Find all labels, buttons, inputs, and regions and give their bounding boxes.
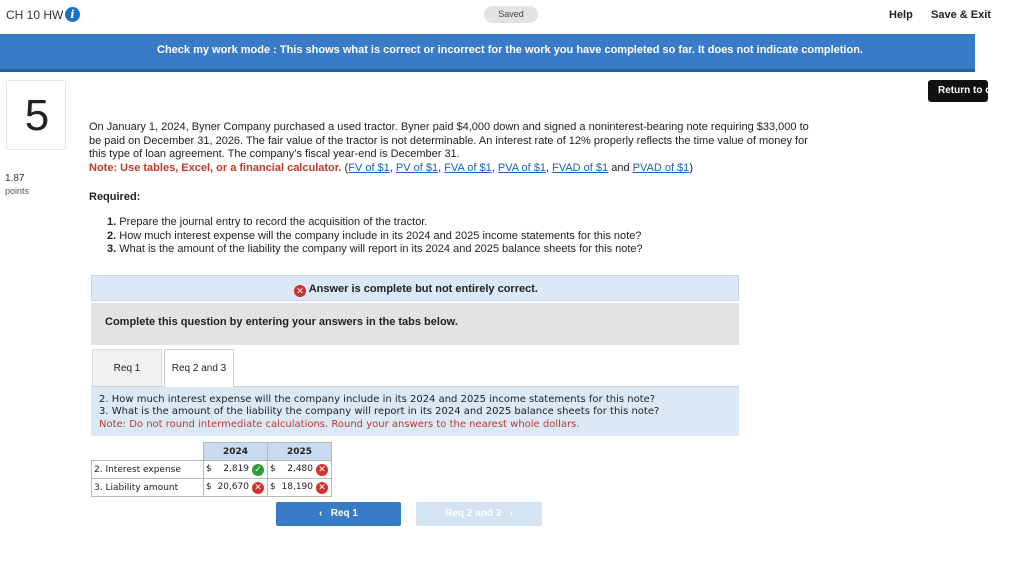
answer-cell[interactable]: $ 18,190 ✕ xyxy=(268,479,332,497)
top-bar xyxy=(0,0,991,34)
answer-status-text: Answer is complete but not entirely correct. xyxy=(308,283,538,295)
instructions-box xyxy=(91,387,739,436)
question-number: 5 xyxy=(24,91,50,140)
banner-text: Check my work mode : This shows what is correct or incorrect for the work you have completed so far. It does not indicate completion. xyxy=(157,44,863,56)
link-pv[interactable]: PV of $1 xyxy=(395,161,439,174)
column-header: 2025 xyxy=(268,443,332,461)
instruction-line: 3. What is the amount of the liability the company will report in its 2024 and 2025 balance sheets for this note? xyxy=(99,406,660,418)
help-button[interactable]: Help xyxy=(889,9,913,21)
next-req-label: Req 2 and 3 xyxy=(445,508,502,519)
requirement-item: 3. What is the amount of the liability the company will report in its 2024 and 2025 balance sheets for this note? xyxy=(107,243,643,256)
incorrect-x-icon: ✕ xyxy=(252,482,264,494)
row-label: 3. Liability amount xyxy=(92,479,204,497)
requirement-item: 1. Prepare the journal entry to record the acquisition of the tractor. xyxy=(107,216,428,228)
answer-cell[interactable]: $ 2,480 ✕ xyxy=(268,461,332,479)
correct-check-icon: ✓ xyxy=(252,464,264,476)
incorrect-x-icon: ✕ xyxy=(316,464,328,476)
save-exit-button[interactable]: Save & Exit xyxy=(931,9,991,21)
return-button[interactable]: Return to question xyxy=(928,80,988,102)
required-heading: Required: xyxy=(89,191,141,203)
table-header-row xyxy=(92,443,332,461)
note-tables: Note: Use tables, Excel, or a financial calculator. xyxy=(89,161,342,174)
answer-value[interactable]: 2,480 xyxy=(287,464,313,474)
tab-req-1[interactable]: Req 1 xyxy=(92,349,162,386)
incorrect-x-icon: ✕ xyxy=(294,285,306,297)
complete-prompt-box xyxy=(91,303,739,345)
requirement-item: 2. How much interest expense will the company include in its 2024 and 2025 income statements for this note? xyxy=(107,229,642,242)
answer-status-box xyxy=(91,275,739,301)
chevron-left-icon: ‹ xyxy=(319,508,323,519)
answer-cell[interactable]: $ 2,819 ✓ xyxy=(204,461,268,479)
prev-req-button[interactable] xyxy=(276,502,401,526)
complete-prompt-text: Complete this question by entering your answers in the tabs below. xyxy=(105,316,458,328)
prev-req-label: Req 1 xyxy=(330,508,358,519)
question-number-card xyxy=(6,80,66,150)
answer-cell[interactable]: $ 20,670 ✕ xyxy=(204,479,268,497)
tab-req-2-and-3[interactable]: Req 2 and 3 xyxy=(164,349,234,387)
link-fvad[interactable]: FVAD of $1 xyxy=(552,161,609,174)
assignment-title: CH 10 HW xyxy=(6,8,64,22)
problem-body: On January 1, 2024, Byner Company purchased a used tractor. Byner paid $4,000 down and signed a noninterest-bearing note requiring $33,000 to be paid on December 31, 2026. The fair value of the tractor is not determinable. An interest rate of 12% properly reflects the time value of money for this type of loan agreement. The company’s fiscal year-end is December 31. xyxy=(89,121,809,161)
row-label: 2. Interest expense xyxy=(92,461,204,479)
and-word: and xyxy=(611,161,630,174)
answer-value[interactable]: 18,190 xyxy=(281,482,313,492)
chevron-right-icon: › xyxy=(509,508,513,519)
next-req-button[interactable] xyxy=(416,502,542,526)
problem-statement: On January 1, 2024, Byner Company purchased a used tractor. Byner paid $4,000 down and signed a noninterest-bearing note requiring $33,000 to be paid on December 31, 2026. The fair value of the tractor is not determinable. An interest rate of 12% properly reflects the time value of money for this type of loan agreement. The company’s fiscal year-end is December 31. Note: Use tables, Excel, or a financial calculator. (FV of $1, PV of $1, FVA of $1, PVA of $1, FVAD of $1 and PVAD of $1) xyxy=(89,121,809,174)
table-row xyxy=(92,461,332,479)
instruction-note: Note: Do not round intermediate calculations. Round your answers to the nearest whole dollars. xyxy=(99,418,580,430)
link-fva[interactable]: FVA of $1 xyxy=(444,161,492,174)
saved-badge: Saved xyxy=(484,6,538,23)
requirements-list xyxy=(107,216,643,257)
link-fv[interactable]: FV of $1 xyxy=(348,161,390,174)
link-pvad[interactable]: PVAD of $1 xyxy=(632,161,690,174)
points-label: points xyxy=(5,186,30,196)
answer-table xyxy=(91,442,332,497)
instruction-line: 2. How much interest expense will the company include in its 2024 and 2025 income statements for this note? xyxy=(99,394,656,405)
link-pva[interactable]: PVA of $1 xyxy=(497,161,546,174)
check-my-work-banner xyxy=(0,34,975,72)
column-header: 2024 xyxy=(204,443,268,461)
answer-value[interactable]: 20,670 xyxy=(217,482,249,492)
points-value: 1.87 xyxy=(5,173,25,184)
answer-value[interactable]: 2,819 xyxy=(223,464,249,474)
info-icon[interactable]: i xyxy=(65,7,80,22)
incorrect-x-icon: ✕ xyxy=(316,482,328,494)
table-row xyxy=(92,479,332,497)
